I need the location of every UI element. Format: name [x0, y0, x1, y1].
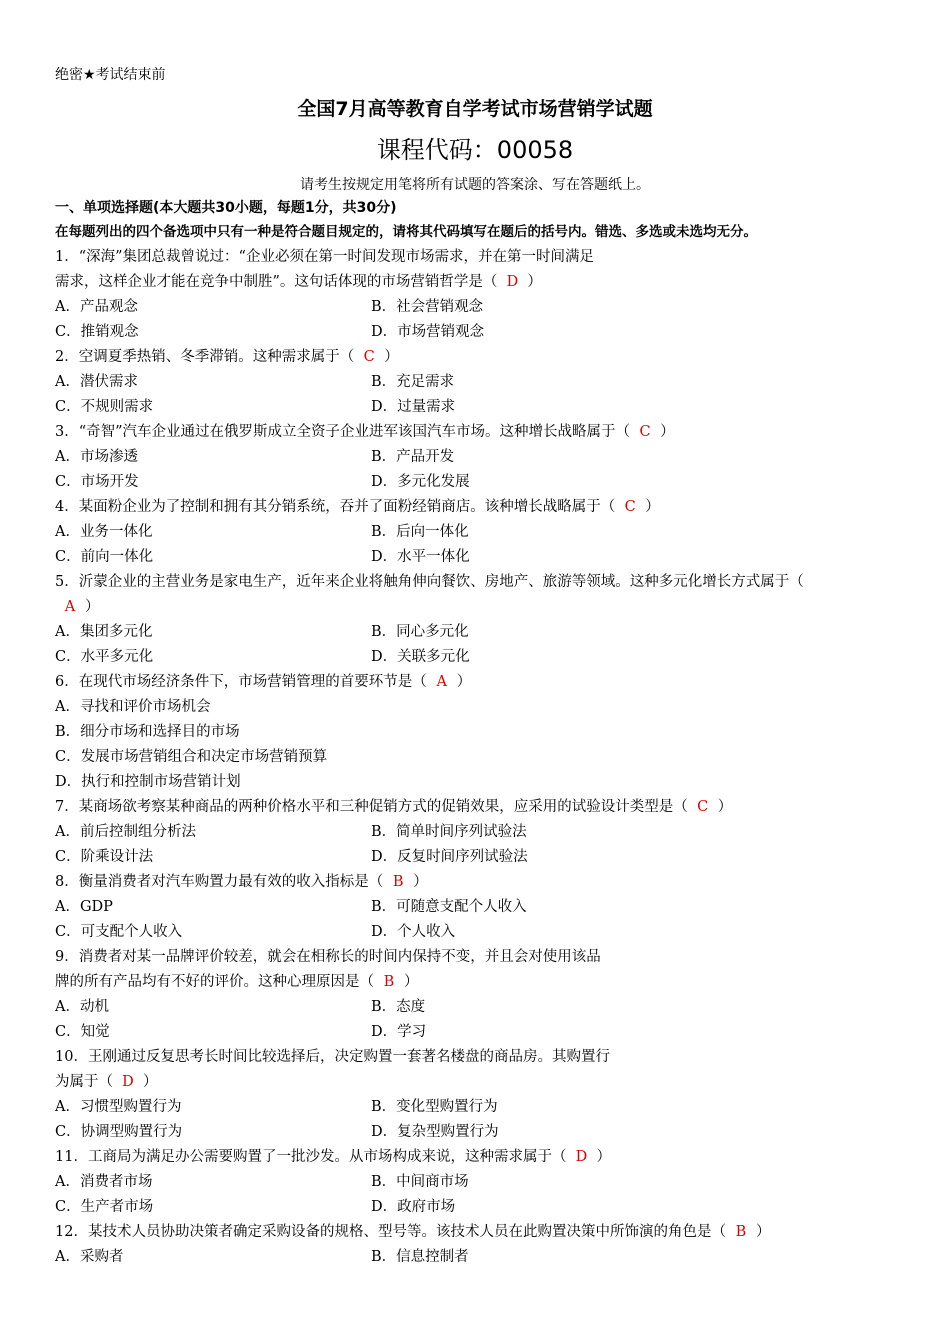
closing-bracket: ） [413, 874, 428, 890]
option-row [55, 320, 895, 345]
option-row [55, 1095, 895, 1120]
option: C．阶乘设计法 [55, 849, 154, 865]
question-text [55, 1145, 895, 1170]
question-text [55, 870, 895, 895]
option: C．前向一体化 [55, 549, 154, 565]
closing-bracket: ） [755, 1224, 771, 1240]
closing-bracket: ） [717, 799, 733, 815]
question-9 [55, 945, 895, 1045]
option: A．潜伏需求 [55, 374, 138, 390]
option: B．变化型购置行为 [371, 1099, 498, 1115]
option: D．关联多元化 [371, 649, 470, 665]
question-text [55, 495, 895, 520]
exam-note: 请考生按规定用笔将所有试题的答案涂、写在答题纸上。 [300, 177, 650, 193]
option-row [55, 470, 895, 495]
option-row [55, 520, 895, 545]
answer-mark: B [383, 974, 395, 990]
option: B．可随意支配个人收入 [371, 899, 527, 915]
closing-bracket: ） [596, 1149, 611, 1165]
question-text [55, 245, 895, 270]
answer-mark: C [363, 349, 375, 365]
option: D．反复时间序列试验法 [371, 849, 528, 865]
question-text [55, 670, 895, 695]
closing-bracket: ） [456, 674, 472, 690]
question-list [55, 245, 895, 1270]
option: C．水平多元化 [55, 649, 154, 665]
option-row [55, 445, 895, 470]
answer-mark: C [624, 499, 636, 515]
answer-mark: D [122, 1074, 134, 1090]
question-text [55, 420, 895, 445]
question-stem: 12．某技术人员协助决策者确定采购设备的规格、型号等。该技术人员在此购置决策中所饰演的角色是（ [55, 1224, 726, 1240]
section-instruction: 在每题列出的四个备选项中只有一种是符合题目规定的，请将其代码填写在题后的括号内。错选、多选或未选均无分。 [55, 224, 757, 240]
closing-bracket: ） [384, 349, 399, 365]
option: D．过量需求 [371, 399, 456, 415]
question-7 [55, 795, 895, 870]
closing-bracket: ） [143, 1074, 158, 1090]
question-text [55, 595, 895, 620]
question-text [55, 970, 895, 995]
option: A．集团多元化 [55, 624, 153, 640]
answer-mark: C [639, 424, 651, 440]
answer-mark: B [392, 874, 404, 890]
question-stem: 8．衡量消费者对汽车购置力最有效的收入指标是（ [55, 874, 384, 890]
option-row [55, 545, 895, 570]
question-10 [55, 1045, 895, 1145]
option: A．业务一体化 [55, 524, 153, 540]
question-8 [55, 870, 895, 945]
option: C．推销观念 [55, 324, 139, 340]
question-6 [55, 670, 895, 795]
option: C．知觉 [55, 1024, 110, 1040]
option: B．细分市场和选择目的市场 [55, 724, 240, 740]
question-stem: 4．某面粉企业为了控制和拥有其分销系统，吞并了面粉经销商店。该种增长战略属于（ [55, 499, 616, 515]
option: B．产品开发 [371, 449, 455, 465]
question-stem: 为属于（ [55, 1074, 113, 1090]
option: C．市场开发 [55, 474, 139, 490]
option: A．市场渗透 [55, 449, 138, 465]
option: A．产品观念 [55, 299, 138, 315]
option: C．可支配个人收入 [55, 924, 183, 940]
question-stem: 10．王刚通过反复思考长时间比较选择后，决定购置一套著名楼盘的商品房。其购置行 [55, 1049, 610, 1065]
answer-mark: D [575, 1149, 588, 1165]
question-11 [55, 1145, 895, 1220]
option-row [55, 1170, 895, 1195]
option: A．习惯型购置行为 [55, 1099, 182, 1115]
option: D．政府市场 [371, 1199, 456, 1215]
option-row [55, 395, 895, 420]
option: A．消费者市场 [55, 1174, 153, 1190]
closing-bracket: ） [645, 499, 660, 515]
question-text [55, 795, 895, 820]
option: A．寻找和评价市场机会 [55, 699, 211, 715]
option: B．信息控制者 [371, 1249, 469, 1265]
option-row [55, 920, 895, 945]
question-stem: 9．消费者对某一品牌评价较差，就会在相称长的时间内保持不变，并且会对使用该品 [55, 949, 601, 965]
option-row [55, 1245, 895, 1270]
question-stem: 需求，这样企业才能在竞争中制胜”。这句话体现的市场营销哲学是（ [55, 274, 498, 290]
option: D．个人收入 [371, 924, 456, 940]
question-text [55, 1220, 895, 1245]
question-1 [55, 245, 895, 345]
question-text [55, 945, 895, 970]
option: D．市场营销观念 [371, 324, 485, 340]
option: B．态度 [371, 999, 426, 1015]
option: A．采购者 [55, 1249, 124, 1265]
option-row [55, 295, 895, 320]
option: B．中间商市场 [371, 1174, 469, 1190]
question-text [55, 270, 895, 295]
option: B．社会营销观念 [371, 299, 484, 315]
question-stem: 5．沂蒙企业的主营业务是家电生产，近年来企业将触角伸向餐饮、房地产、旅游等领域。这种多元化增长方式属于（ [55, 574, 804, 590]
exam-title: 全国7月高等教育自学考试市场营销学试题 [297, 98, 653, 120]
answer-mark: A [436, 674, 447, 690]
option: A．前后控制组分析法 [55, 824, 196, 840]
closing-bracket: ） [404, 974, 419, 990]
question-stem: 牌的所有产品均有不好的评价。这种心理原因是（ [55, 974, 374, 990]
option-row [55, 1195, 895, 1220]
closing-bracket: ） [527, 274, 542, 290]
option: D．复杂型购置行为 [371, 1124, 499, 1140]
option: D．多元化发展 [371, 474, 470, 490]
option-row [55, 845, 895, 870]
question-2 [55, 345, 895, 420]
answer-mark: B [735, 1224, 747, 1240]
option-row [55, 370, 895, 395]
option: D．执行和控制市场营销计划 [55, 774, 241, 790]
option-row [55, 995, 895, 1020]
section-heading: 一、单项选择题(本大题共30小题，每题1分，共30分) [55, 200, 397, 216]
closing-bracket: ） [85, 599, 100, 615]
question-text [55, 1070, 895, 1095]
question-text [55, 570, 895, 595]
answer-mark: C [697, 799, 709, 815]
answer-mark: D [506, 274, 519, 290]
option: B．后向一体化 [371, 524, 469, 540]
answer-mark: A [64, 599, 76, 615]
option: A．动机 [55, 999, 109, 1015]
confidential-label: 绝密★考试结束前 [55, 67, 166, 83]
question-stem: 1．“深海”集团总裁曾说过：“企业必须在第一时间发现市场需求，并在第一时间满足 [55, 249, 594, 265]
question-5 [55, 570, 895, 670]
option: D．学习 [371, 1024, 427, 1040]
question-stem: 6．在现代市场经济条件下，市场营销管理的首要环节是（ [55, 674, 427, 690]
question-text [55, 1045, 895, 1070]
option: B．同心多元化 [371, 624, 469, 640]
question-4 [55, 495, 895, 570]
option-row [55, 645, 895, 670]
option: C．发展市场营销组合和决定市场营销预算 [55, 749, 328, 765]
closing-bracket: ） [660, 424, 675, 440]
option: B．简单时间序列试验法 [371, 824, 527, 840]
option-row [55, 1020, 895, 1045]
option: C．生产者市场 [55, 1199, 154, 1215]
option-row [55, 895, 895, 920]
option: D．水平一体化 [371, 549, 470, 565]
question-stem: 2．空调夏季热销、冬季滞销。这种需求属于（ [55, 349, 355, 365]
option-row [55, 1120, 895, 1145]
question-stem: 7．某商场欲考察某种商品的两种价格水平和三种促销方式的促销效果，应采用的试验设计类型是（ [55, 799, 688, 815]
option-row [55, 820, 895, 845]
question-text [55, 345, 895, 370]
option: A．GDP [55, 899, 113, 915]
option: B．充足需求 [371, 374, 455, 390]
question-3 [55, 420, 895, 495]
question-12 [55, 1220, 895, 1270]
exam-page [55, 64, 895, 1270]
option: C．协调型购置行为 [55, 1124, 183, 1140]
option-row [55, 620, 895, 645]
question-stem: 11．工商局为满足办公需要购置了一批沙发。从市场构成来说，这种需求属于（ [55, 1149, 567, 1165]
question-stem: 3．“奇智”汽车企业通过在俄罗斯成立全资子企业进军该国汽车市场。这种增长战略属于（ [55, 424, 631, 440]
course-code: 课程代码：00058 [376, 136, 574, 164]
option: C．不规则需求 [55, 399, 154, 415]
